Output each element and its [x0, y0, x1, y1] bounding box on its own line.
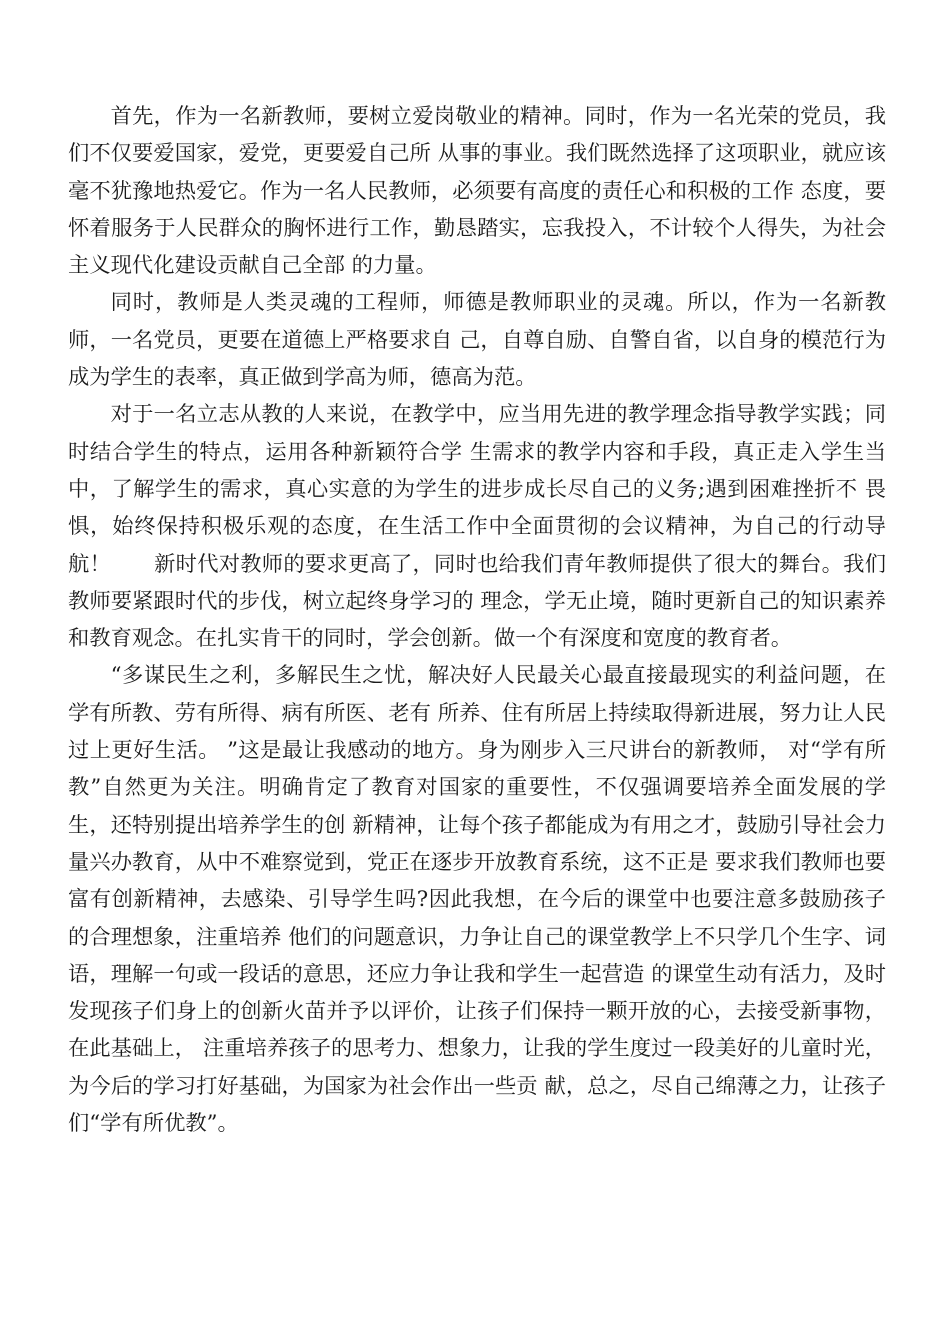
- paragraph-4: “多谋民生之利，多解民生之忧，解决好人民最关心最直接最现实的利益问题，在学有所教、劳有所得、病有所医、老有 所养、住有所居上持续取得新进展，努力让人民过上更好生活。 ”这是最让我感动的地方。身为刚步入三尺讲台的新教师， 对“学有所教”自然更为关注。明确肯定了教育对国家的重要性，不仅强调要培养全面发展的学生，还特别提出培养学生的创 新精神，让每个孩子都能成为有用之才，鼓励引导社会力量兴办教育，从中不难察觉到，党正在逐步开放教育系统，这不正是 要求我们教师也要富有创新精神，去感染、引导学生吗?因此我想，在今后的课堂中也要注意多鼓励孩子的合理想象，注重培养 他们的问题意识，力争让自己的课堂教学上不只学几个生字、词语，理解一句或一段话的意思，还应力争让我和学生一起营造 的课堂生动有活力，及时发现孩子们身上的创新火苗并予以评价，让孩子们保持一颗开放的心，去接受新事物，在此基础上， 注重培养孩子的思考力、想象力，让我的学生度过一段美好的儿童时光，为今后的学习打好基础，为国家为社会作出一些贡 献，总之，尽自己绵薄之力，让孩子们“学有所优教”。: [68, 663, 886, 1137]
- paragraph-1: 首先，作为一名新教师，要树立爱岗敬业的精神。同时，作为一名光荣的党员，我们不仅要爱国家，爱党，更要爱自己所 从事的事业。我们既然选择了这项职业，就应该毫不犹豫地热爱它。作为一名人民教师，必须要有高度的责任心和积极的工作 态度，要怀着服务于人民群众的胸怀进行工作，勤恳踏实，忘我投入，不计较个人得失，为社会主义现代化建设贡献自己全部 的力量。: [68, 104, 886, 279]
- paragraph-2: 同时，教师是人类灵魂的工程师，师德是教师职业的灵魂。所以，作为一名新教师，一名党员，更要在道德上严格要求自 己，自尊自励、自警自省，以自身的模范行为成为学生的表率，真正做到学高为师，德高为范。: [68, 290, 886, 391]
- document-body: [68, 98, 886, 1238]
- paragraph-3: 对于一名立志从教的人来说，在教学中，应当用先进的教学理念指导教学实践；同时结合学生的特点，运用各种新颖符合学 生需求的教学内容和手段，真正走入学生当中，了解学生的需求，真心实意的为学生的进步成长尽自己的义务;遇到困难挫折不 畏惧，始终保持积极乐观的态度，在生活工作中全面贯彻的会议精神，为自己的行动导航！ 新时代对教师的要求更高了，同时也给我们青年教师提供了很大的舞台。我们教师要紧跟时代的步伐，树立起终身学习的 理念，学无止境，随时更新自己的知识素养和教育观念。在扎实肯干的同时，学会创新。做一个有深度和宽度的教育者。: [68, 402, 886, 652]
